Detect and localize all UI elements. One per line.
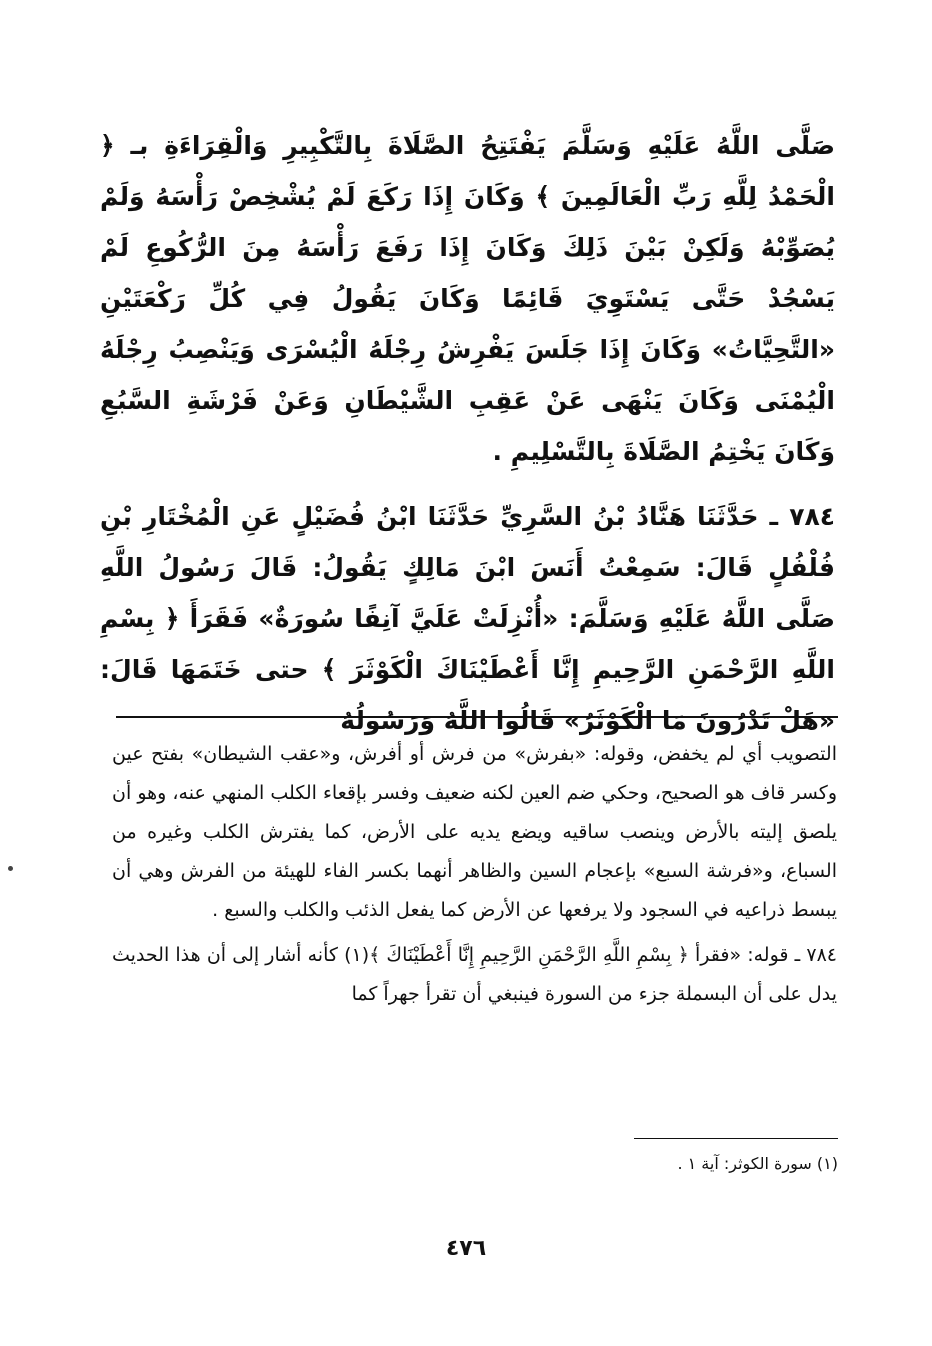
commentary-paragraph-1: التصويب أي لم يخفض، وقوله: «بفرش» من فرش أو أفرش، و«عقب الشيطان» بفتح عين وكسر قاف هو الصحيح، وحكي ضم العين لكنه ضعيف وفسر بإقعاء الكلب المنهي عنه، وهو أن يلصق إليته بالأرض وينصب ساقيه ويضع يديه على الأرض، كما يفترش الكلب وغيره من السباع، و«فرشة السبع» بإعجام السين والظاهر أنهما بكسر الفاء للهيئة من الفرش وهي أن يبسط ذراعيه في السجود ولا يرفعها عن الأرض كما يفعل الذئب والكلب والسبع . <box>112 743 837 921</box>
commentary-text <box>112 735 837 1014</box>
hadith-paragraph-continued: صَلَّى اللَّهُ عَلَيْهِ وَسَلَّمَ يَفْتَتِحُ الصَّلَاةَ بِالتَّكْبِيرِ وَالْقِرَاءَةِ بـ ﴿ الْحَمْدُ لِلَّهِ رَبِّ الْعَالَمِينَ ﴾ وَكَانَ إِذَا رَكَعَ لَمْ يُشْخِصْ رَأْسَهُ وَلَمْ يُصَوِّبْهُ وَلَكِنْ بَيْنَ ذَلِكَ وَكَانَ إِذَا رَفَعَ رَأْسَهُ مِنَ الرُّكُوعِ لَمْ يَسْجُدْ حَتَّى يَسْتَوِيَ قَائِمًا وَكَانَ يَقُولُ فِي كُلِّ رَكْعَتَيْنِ «التَّحِيَّاتُ» وَكَانَ إِذَا جَلَسَ يَفْرِشُ رِجْلَهُ الْيُسْرَى وَيَنْصِبُ رِجْلَهُ الْيُمْنَى وَكَانَ يَنْهَى عَنْ عَقِبِ الشَّيْطَانِ وَعَنْ فَرْشَةِ السَّبُعِ وَكَانَ يَخْتِمُ الصَّلَاةَ بِالتَّسْلِيمِ . <box>100 131 835 466</box>
footnote: (١) سورة الكوثر: آية ١ . <box>677 1154 838 1173</box>
commentary-paragraph-784: ٧٨٤ ـ قوله: «فقرأ ﴿ بِسْمِ اللَّهِ الرَّحْمَنِ الرَّحِيمِ إِنَّا أَعْطَيْنَاكَ ﴾(١) كأنه أشار إلى أن هذا الحديث يدل على أن البسملة جزء من السورة فينبغي أن تقرأ جهراً كما <box>112 944 838 1005</box>
hadith-784: ٧٨٤ ـ حَدَّثَنَا هَنَّادُ بْنُ السَّرِيِّ حَدَّثَنَا ابْنُ فُضَيْلٍ عَنِ الْمُخْتَارِ بْنِ فُلْفُلٍ قَالَ: سَمِعْتُ أَنَسَ ابْنَ مَالِكٍ يَقُولُ: قَالَ رَسُولُ اللَّهِ صَلَّى اللَّهُ عَلَيْهِ وَسَلَّمَ: «أُنْزِلَتْ عَلَيَّ آنِفًا سُورَةٌ» فَقَرَأَ ﴿ بِسْمِ اللَّهِ الرَّحْمَنِ الرَّحِيمِ إِنَّا أَعْطَيْنَاكَ الْكَوْثَرَ ﴾ حتى خَتَمَهَا قَالَ: «هَلْ تَدْرُونَ مَا الْكَوْثَرُ» قَالُوا اللَّهُ وَرَسُولُهُ <box>100 502 835 735</box>
footnote-divider <box>634 1138 838 1139</box>
hadith-text <box>100 120 835 746</box>
commentary-divider <box>116 716 838 718</box>
margin-speck <box>8 866 13 871</box>
page-number: ٤٧٦ <box>445 1236 487 1261</box>
